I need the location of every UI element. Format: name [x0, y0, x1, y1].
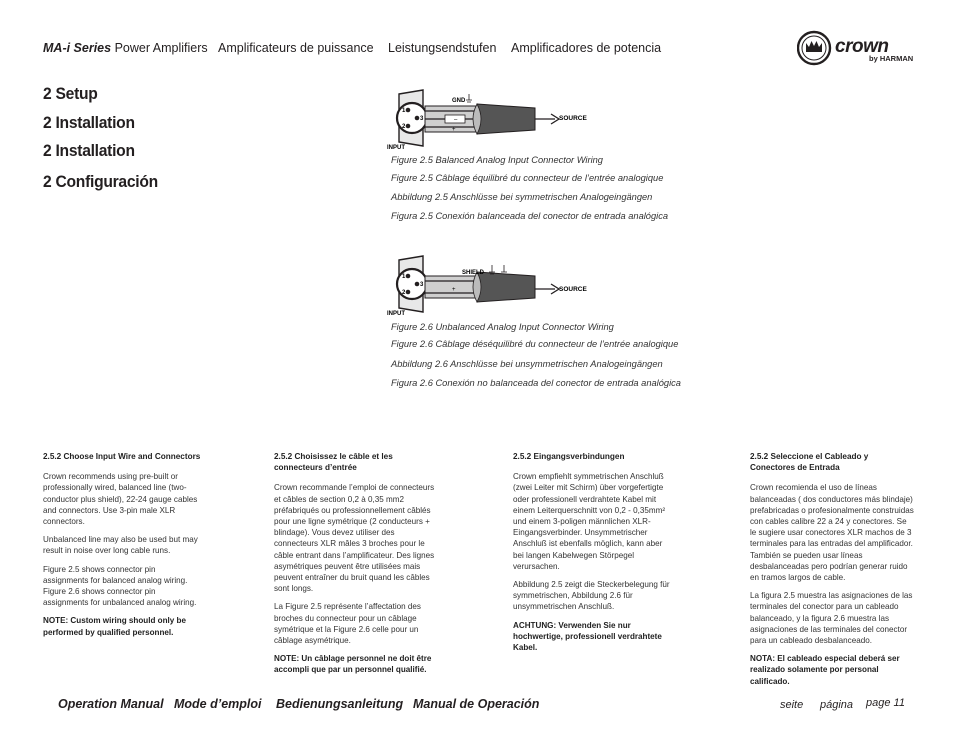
figure-2-5-caption-de: Abbildung 2.5 Anschlüsse bei symmetrischen Analogeingängen: [391, 192, 653, 202]
pin-1-label: 1: [402, 274, 406, 280]
source-label: SOURCE: [559, 286, 587, 293]
minus-label: –: [454, 117, 458, 123]
pin-2-label: 2: [402, 290, 406, 296]
figure-balanced-wiring: [385, 86, 605, 152]
footer-pagina: página: [820, 699, 854, 711]
plus-label: +: [452, 127, 456, 133]
input-label: INPUT: [387, 145, 405, 151]
header-es: Amplificadores de potencia: [511, 41, 662, 55]
ground-icon: [466, 94, 472, 102]
heading-en: 2 Setup: [43, 84, 98, 103]
pin-3-label: 3: [420, 116, 424, 122]
crown-harman-text: by HARMAN: [869, 54, 914, 63]
paragraph: Abbildung 2.5 zeigt die Steckerbelegung für symmetrischen, Abbildung 2.6 für unsymmetrischen Anschluß.: [513, 580, 670, 612]
page-number: page 11: [866, 697, 905, 709]
column-title: 2.5.2 Choose Input Wire and Connectors: [43, 452, 201, 461]
note: NOTE: Custom wiring should only be performed by qualified personnel.: [43, 616, 186, 637]
header-fr: Amplificateurs de puissance: [218, 41, 374, 55]
figure-2-5-caption-en: Figure 2.5 Balanced Analog Input Connector Wiring: [391, 155, 603, 165]
paragraph: Crown recomienda el uso de líneas balanceadas ( dos conductores más blindaje) prefabricadas o profesionalmente construidas con cables calibre 22 a 24 y conectores. Se le sugiere usar conectores XLR machos de 3 terminales para las entradas del amplificador. También se pueden usar líneas desbalanceadas pero podrían generar ruido en tramos largos de cable.: [750, 483, 914, 583]
column-fr: [274, 451, 440, 683]
note: ACHTUNG: Verwenden Sie nur hochwertige, professionell verdrahtete Kabel.: [513, 620, 662, 653]
paragraph: La Figure 2.5 représente l’affectation des broches du connecteur pour un câblage symétrique et la Figure 2.6 celle pour un câblage asymétrique.: [274, 602, 421, 646]
paragraph: Crown recommande l’emploi de connecteurs et câbles de section 0,2 à 0,35 mm2 préfabriqués ou professionnellement câblés pour une ligne symétrique (2 conducteurs + blindage). Vous devez utiliser des connecteurs XLR mâles 3 broches pour le câble entrant dans l’amplificateur. Des lignes asymétriques peuvent être utilisées mais peuvent entraîner du bruit quand les câbles sont longs.: [274, 483, 435, 594]
header-series: [43, 41, 208, 55]
series-name: MA-i Series: [43, 41, 112, 55]
figure-2-6-caption-de: Abbildung 2.6 Anschlüsse bei unsymmetrischen Analogeingängen: [391, 359, 663, 369]
column-title: 2.5.2 Eingangsverbindungen: [513, 452, 625, 461]
figure-unbalanced-wiring: [385, 254, 605, 320]
input-label: INPUT: [387, 311, 405, 317]
shield-label: SHIELD: [462, 270, 485, 276]
plus-label: +: [452, 287, 456, 293]
column-title: 2.5.2 Seleccione el Cableado y Conectores de Entrada: [750, 452, 869, 473]
footer-es: Manual de Operación: [413, 697, 540, 711]
figure-2-5-caption-fr: Figure 2.5 Câblage équilibré du connecteur de l’entrée analogique: [391, 173, 664, 183]
heading-es: 2 Configuración: [43, 172, 158, 191]
crown-icon: [806, 41, 822, 52]
footer-en: Operation Manual: [58, 697, 164, 711]
figure-2-6-caption-en: Figure 2.6 Unbalanced Analog Input Connector Wiring: [391, 322, 614, 332]
figure-2-6-caption-fr: Figure 2.6 Câblage déséquilibré du connecteur de l’entrée analogique: [391, 339, 679, 349]
column-es: [750, 451, 914, 694]
column-title: 2.5.2 Choisissez le câble et les connecteurs d’entrée: [274, 452, 393, 473]
series-subtitle: Power Amplifiers: [111, 41, 208, 55]
figure-2-6-caption-es: Figura 2.6 Conexión no balanceada del conector de entrada analógica: [391, 378, 681, 388]
footer-seite: seite: [780, 699, 804, 711]
pin-3-label: 3: [420, 282, 424, 288]
gnd-label: GND: [452, 98, 466, 104]
footer-de: Bedienungsanleitung: [276, 697, 404, 711]
paragraph: Figure 2.5 shows connector pin assignments for balanced analog wiring. Figure 2.6 shows connector pin assignments for unbalanced analog wiring.: [43, 564, 197, 608]
heading-fr: 2 Installation: [43, 113, 135, 132]
crown-wordmark: crown: [835, 36, 889, 57]
paragraph: Crown empfiehlt symmetrischen Anschluß (zwei Leiter mit Schirm) über vorgefertigte oder professionell verdrahtete Kabel mit einem Leiterquerschnitt von 0,2 - 0,35mm² und einem 3-poligen männlichen XLR-Eingangsverbinder. Unsymmetrischer Anschluß ist ebenfalls möglich, kann aber bei langen Kabelwegen Störpegel verursachen.: [513, 472, 666, 571]
footer-fr: Mode d’emploi: [174, 697, 262, 711]
paragraph: La figura 2.5 muestra las asignaciones de las terminales del conector para un cableado balanceado, y la figura 2.6 muestra las asignaciones de las terminales del conector para un cableado desbalanceado.: [750, 591, 913, 646]
paragraph: Unbalanced line may also be used but may result in noise over long cable runs.: [43, 535, 198, 556]
paragraph: Crown recommends using pre-built or professionally wired, balanced line (two-conductor plus shield), 22-24 gauge cables and connectors. Use 3-pin male XLR connectors.: [43, 472, 198, 527]
pin-2-label: 2: [402, 124, 406, 130]
crown-logo: [797, 30, 915, 66]
source-label: SOURCE: [559, 115, 587, 122]
pin-1-label: 1: [402, 108, 406, 114]
column-de: [513, 451, 675, 660]
note: NOTE: Un câblage personnel ne doit être accompli que par un personnel qualifié.: [274, 654, 432, 675]
heading-de: 2 Installation: [43, 141, 135, 160]
note: NOTA: El cableado especial deberá ser realizado solamente por personal calificado.: [750, 654, 900, 686]
header-de: Leistungsendstufen: [388, 41, 497, 55]
figure-2-5-caption-es: Figura 2.5 Conexión balanceada del conector de entrada analógica: [391, 211, 669, 221]
column-en: [43, 451, 203, 645]
